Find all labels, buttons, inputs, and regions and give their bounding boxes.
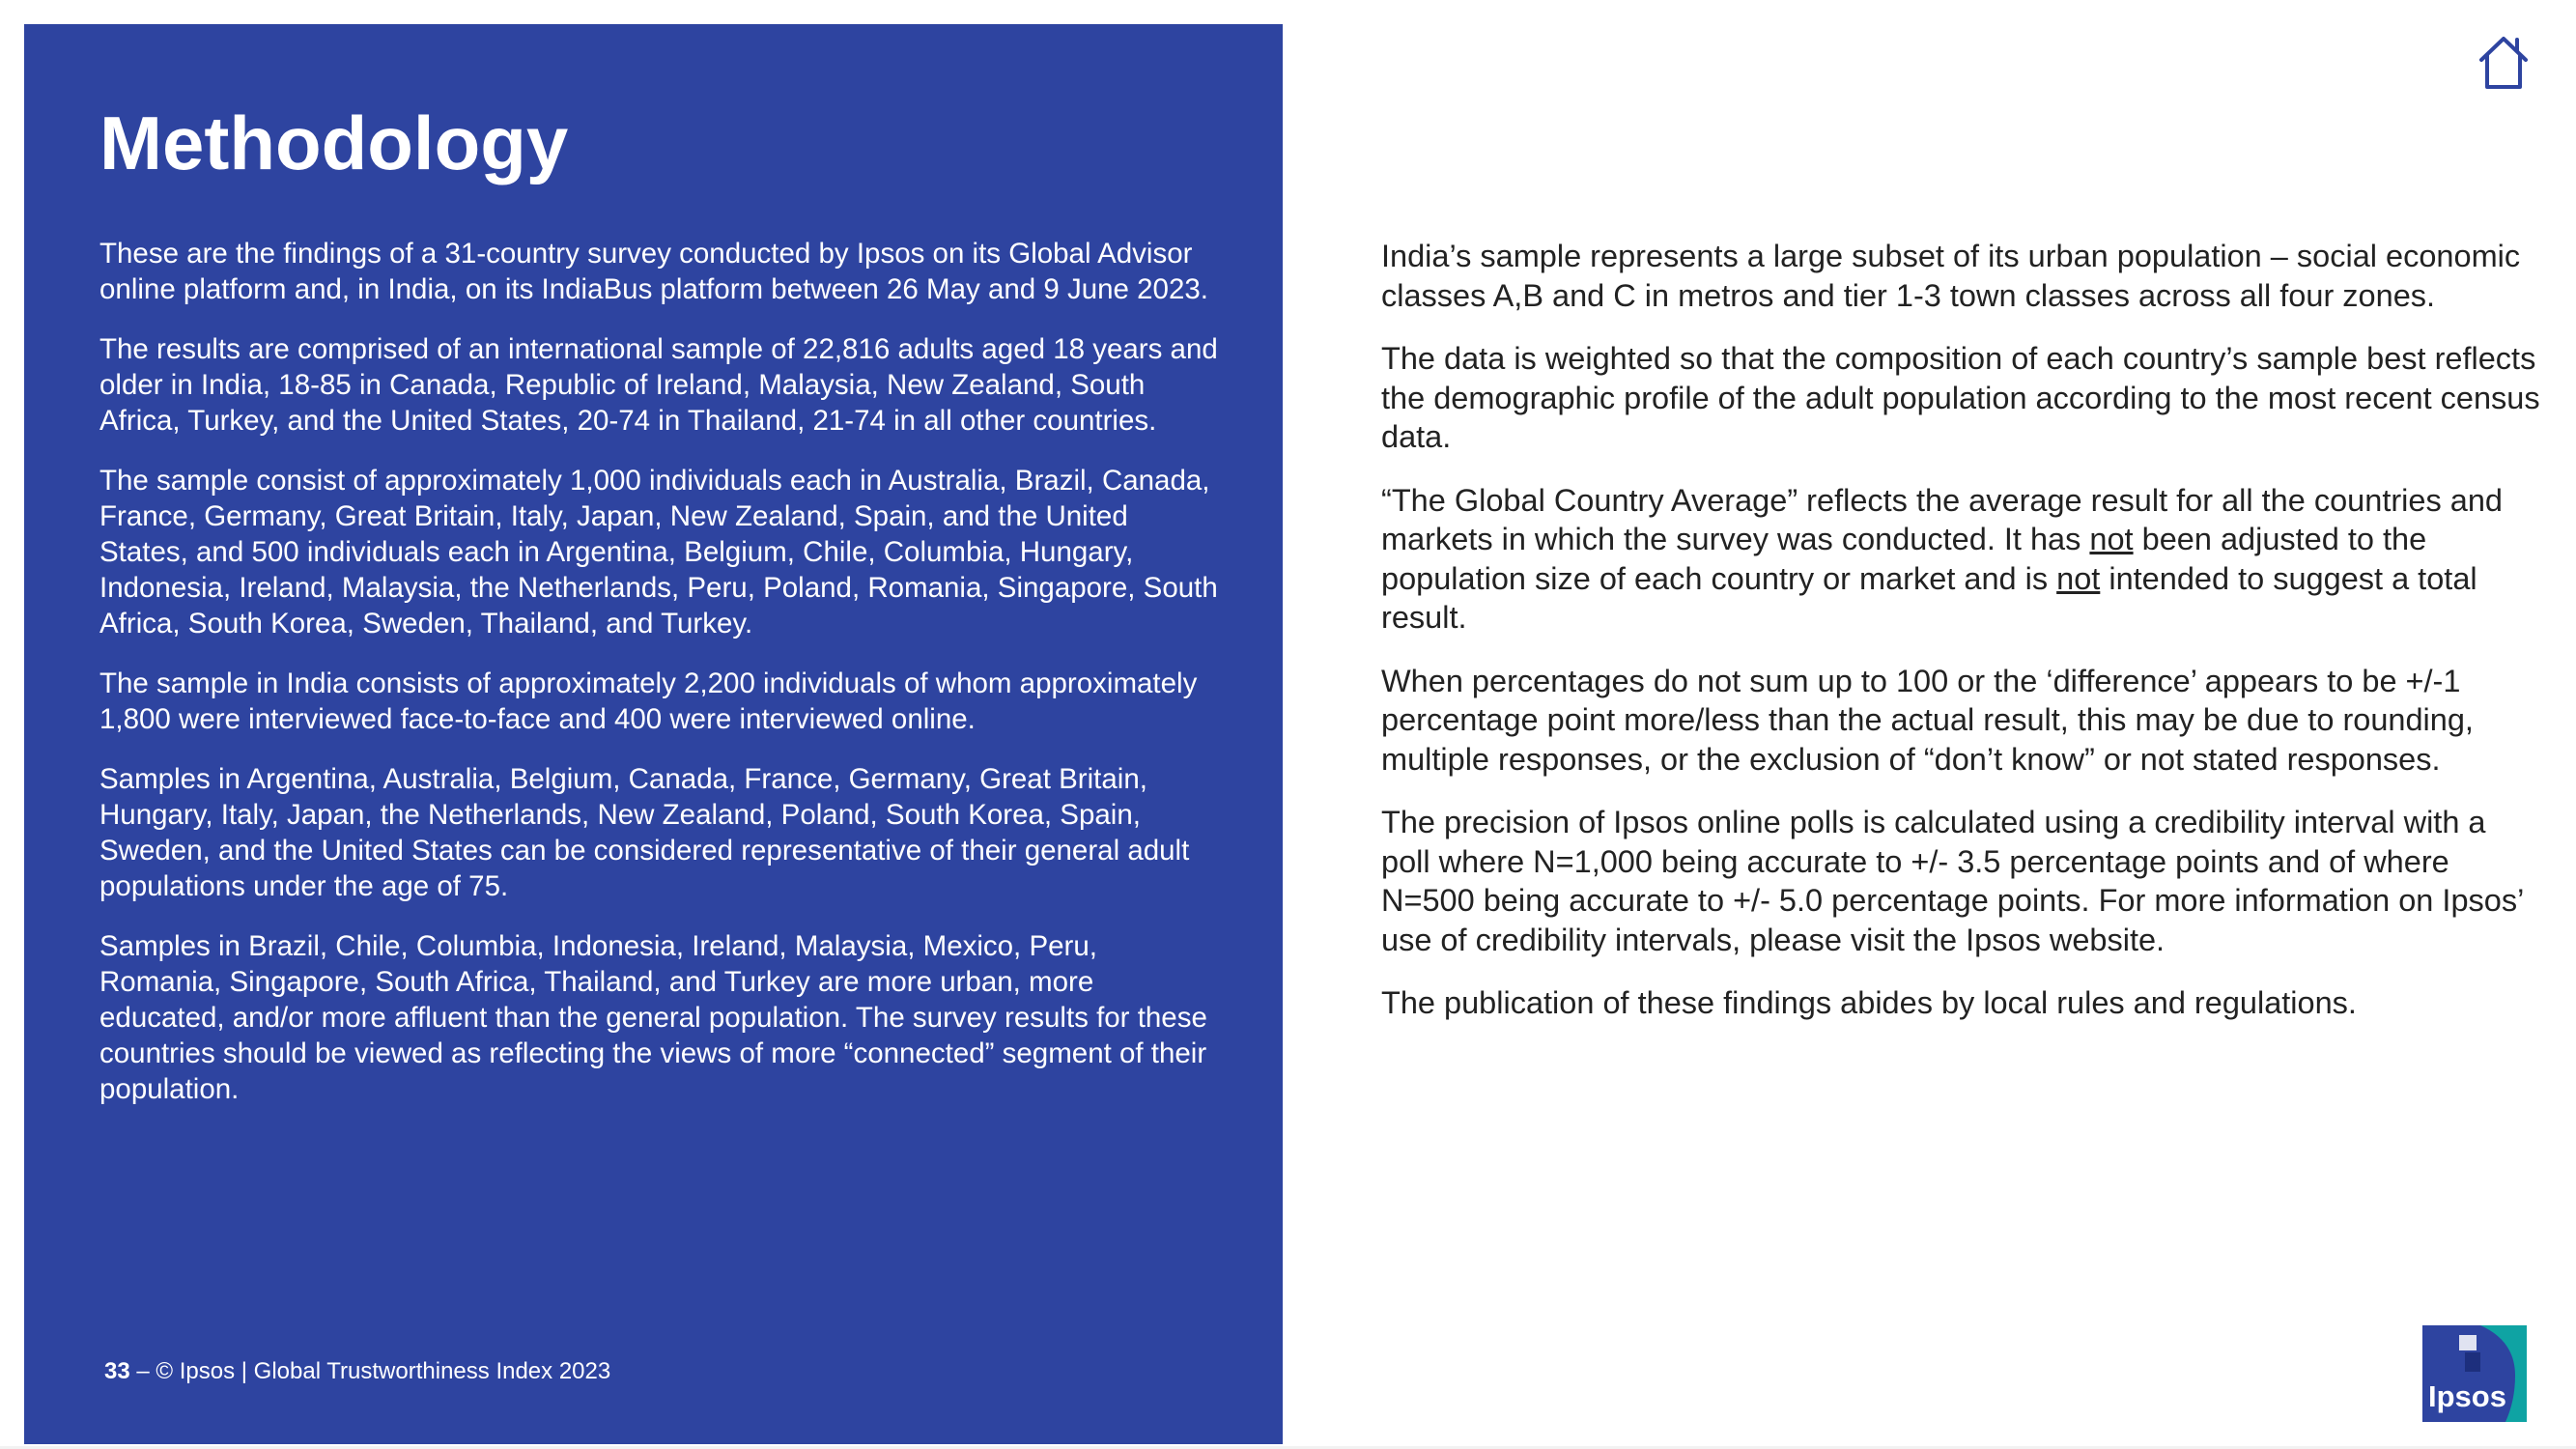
left-paragraph: The sample in India consists of approximately 2,200 individuals of whom approximately 1,800 were interviewed face-to-face and 400 were interviewed online. (99, 668, 1198, 735)
ipsos-logo (2422, 1325, 2527, 1422)
left-paragraph: The sample consist of approximately 1,000 individuals each in Australia, Brazil, Canada, France, Germany, Great Britain, Italy, Japan, New Zealand, Spain, and the United States, and 500 individuals each in Argentina, Belgium, Chile, Columbia, Hungary, Indonesia, Ireland, Malaysia, the Netherlands, Peru, Poland, Romania, Singapore, South Africa, South Korea, Sweden, Thailand, and Turkey. (99, 465, 1218, 639)
page-title: Methodology (99, 100, 569, 185)
left-column (99, 236, 1220, 1131)
page-number: 33 (104, 1358, 130, 1384)
right-paragraph: The data is weighted so that the composition of each country’s sample best reflects the demographic profile of the adult population according to the most recent census data. (1381, 341, 2540, 454)
left-paragraph: These are the findings of a 31-country survey conducted by Ipsos on its Global Advisor online platform and, in India, on its IndiaBus platform between 26 May and 9 June 2023. (99, 238, 1208, 305)
slide-footer (104, 1357, 610, 1386)
underlined-text: not (2056, 560, 2101, 596)
home-button[interactable] (2477, 35, 2531, 91)
right-paragraph-average (1381, 481, 2540, 638)
left-paragraph: Samples in Argentina, Australia, Belgium, Canada, France, Germany, Great Britain, Hungary, Italy, Japan, the Netherlands, New Zealand, Poland, South Korea, Spain, Sweden, and the United States can be considered representative of their general adult populations under the age of 75. (99, 763, 1190, 902)
left-paragraph: The results are comprised of an international sample of 22,816 adults aged 18 years and older in India, 18-85 in Canada, Republic of Ireland, Malaysia, New Zealand, South Africa, Turkey, and the United States, 20-74 in Thailand, 21-74 in all other countries. (99, 333, 1218, 437)
right-paragraph: The precision of Ipsos online polls is calculated using a credibility interval with a poll where N=1,000 being accurate to +/- 3.5 percentage points and of where N=500 being accurate to +/- 5.0 percentage points. For more information on Ipsos’ use of credibility intervals, please visit the Ipsos website. (1381, 805, 2524, 957)
home-icon (2477, 35, 2531, 91)
left-paragraph: Samples in Brazil, Chile, Columbia, Indonesia, Ireland, Malaysia, Mexico, Peru, Romania, Singapore, South Africa, Thailand, and Turkey are more urban, more educated, and/or more affluent than the general population. The survey results for these countries should be viewed as reflecting the views of more “connected” segment of their population. (99, 930, 1207, 1105)
right-column (1381, 237, 2540, 1047)
underlined-text: not (2089, 522, 2134, 556)
text-segment: intended to suggest a total result. (1381, 560, 2477, 635)
logo-text: Ipsos (2428, 1379, 2506, 1413)
right-paragraph: The publication of these findings abides by local rules and regulations. (1381, 985, 2357, 1020)
right-paragraph: When percentages do not sum up to 100 or the ‘difference’ appears to be +/-1 percentage point more/less than the actual result, this may be due to rounding, multiple responses, or the exclusion of “don’t know” or not stated responses. (1381, 663, 2474, 777)
text-segment: “The Global Country Average” reflects the average result for all the countries and markets in which the survey was conducted. It has (1381, 482, 2503, 556)
ipsos-logo-mark (2422, 1325, 2527, 1422)
footer-text: – © Ipsos | Global Trustworthiness Index 2023 (129, 1358, 611, 1384)
right-paragraph: India’s sample represents a large subset of its urban population – social economic classes A,B and C in metros and tier 1-3 town classes across all four zones. (1381, 239, 2521, 313)
text-segment: been adjusted to the population size of each country or market and is (1381, 522, 2427, 596)
